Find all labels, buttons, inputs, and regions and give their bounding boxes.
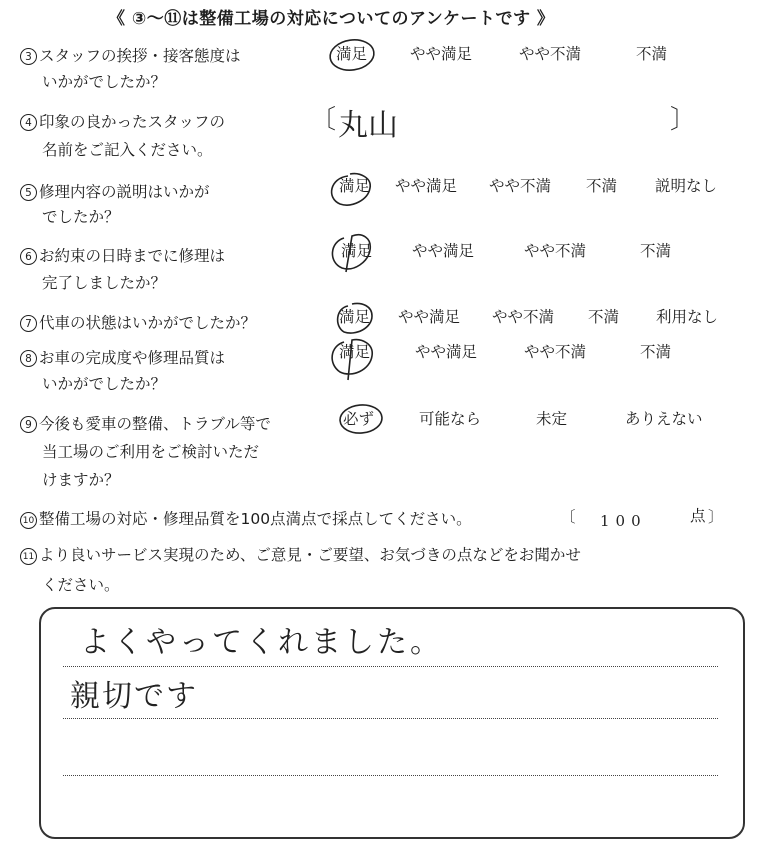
q4-bracket-close: 〕 [670,105,697,135]
q8-option-dissatisfied[interactable]: 不満 [640,343,672,361]
q11-number: 11 [20,548,37,565]
q10-score-answer[interactable]: 100 [600,512,647,530]
q4-question [20,112,225,132]
q3-text-line1: スタッフの挨拶・接客態度は [39,47,241,65]
q9-option-if-possible[interactable]: 可能なら [419,410,482,428]
q11-text-line2: ください。 [42,576,120,594]
q7-option-somewhat-satisfied[interactable]: やや満足 [398,308,461,326]
q3-number: 3 [20,48,37,65]
q8-text-line1: お車の完成度や修理品質は [39,349,226,367]
q9-option-undecided[interactable]: 未定 [536,410,568,428]
q6-number: 6 [20,248,37,265]
q3-option-somewhat-dissatisfied[interactable]: やや不満 [519,45,582,63]
comment-line-3 [63,775,718,776]
q6-text-line2: 完了しましたか？ [42,274,167,292]
q3-text-line2: いかがでしたか？ [42,73,167,91]
q6-option-somewhat-satisfied[interactable]: やや満足 [412,242,475,260]
q9-number: 9 [20,416,37,433]
q5-text-line1: 修理内容の説明はいかが [39,183,210,201]
q3-option-somewhat-satisfied[interactable]: やや満足 [410,45,473,63]
q4-staff-name-answer[interactable]: 丸山 [338,108,398,143]
q10-number: 10 [20,512,37,529]
q5-option-somewhat-satisfied[interactable]: やや満足 [395,177,458,195]
comment-text-line2[interactable]: 親切です [70,679,198,714]
q5-question [20,182,210,202]
q9-option-unlikely[interactable]: ありえない [625,410,703,428]
q5-option-somewhat-dissatisfied[interactable]: やや不満 [489,177,552,195]
q3-option-dissatisfied[interactable]: 不満 [636,45,668,63]
q8-question [20,348,225,368]
q9-text-line3: けますか？ [42,471,120,489]
q7-option-somewhat-dissatisfied[interactable]: やや不満 [492,308,555,326]
q10-unit: 点 [690,507,706,525]
comment-line-1 [63,666,718,667]
q8-number: 8 [20,350,37,367]
q10-bracket-open: 〔 [560,508,576,526]
q8-text-line2: いかがでしたか？ [42,375,167,393]
q5-option-dissatisfied[interactable]: 不満 [586,177,618,195]
q6-text-line1: お約束の日時までに修理は [39,247,226,265]
q6-question [20,246,225,266]
q8-option-somewhat-satisfied[interactable]: やや満足 [415,343,478,361]
q9-question [20,414,271,434]
q4-number: 4 [20,114,37,131]
q11-text-line1: より良いサービス実現のため、ご意見・ご要望、お気づきの点などをお聞かせ [39,546,581,564]
q5-option-no-explanation[interactable]: 説明なし [655,177,718,195]
q3-option-satisfied[interactable]: 満足 [336,45,368,63]
q8-option-satisfied[interactable]: 満足 [339,343,371,361]
q10-text: 整備工場の対応・修理品質を100点満点で採点してください。 [39,510,472,528]
q7-option-not-used[interactable]: 利用なし [656,308,719,326]
q6-option-somewhat-dissatisfied[interactable]: やや不満 [524,242,587,260]
q5-text-line2: でしたか？ [42,208,120,226]
q4-text-line2: 名前をご記入ください。 [42,141,213,159]
q7-option-satisfied[interactable]: 満足 [339,308,371,326]
q7-number: 7 [20,315,37,332]
q5-option-satisfied[interactable]: 満足 [339,177,371,195]
q7-text-line1: 代車の状態はいかがでしたか？ [39,314,257,332]
q9-text-line2: 当工場のご利用をご検討いただ [42,443,260,461]
q6-option-satisfied[interactable]: 満足 [341,242,373,260]
q8-option-somewhat-dissatisfied[interactable]: やや不満 [524,343,587,361]
q10-bracket-close: 〕 [708,508,724,526]
q4-text-line1: 印象の良かったスタッフの [39,113,226,131]
q4-bracket-open: 〔 [310,105,337,135]
q3-question [20,46,241,66]
q6-option-dissatisfied[interactable]: 不満 [640,242,672,260]
comment-text-line1[interactable]: よくやってくれました。 [80,625,443,660]
q9-text-line1: 今後も愛車の整備、トラブル等で [39,415,271,433]
q7-question [20,313,256,333]
q7-option-dissatisfied[interactable]: 不満 [588,308,620,326]
q9-option-definitely[interactable]: 必ず [343,410,375,428]
q11-question [20,545,581,565]
survey-header: 《 ③～⑪は整備工場の対応についてのアンケートです 》 [108,9,555,29]
q5-number: 5 [20,184,37,201]
q10-question [20,509,472,529]
comment-line-2 [63,718,718,719]
